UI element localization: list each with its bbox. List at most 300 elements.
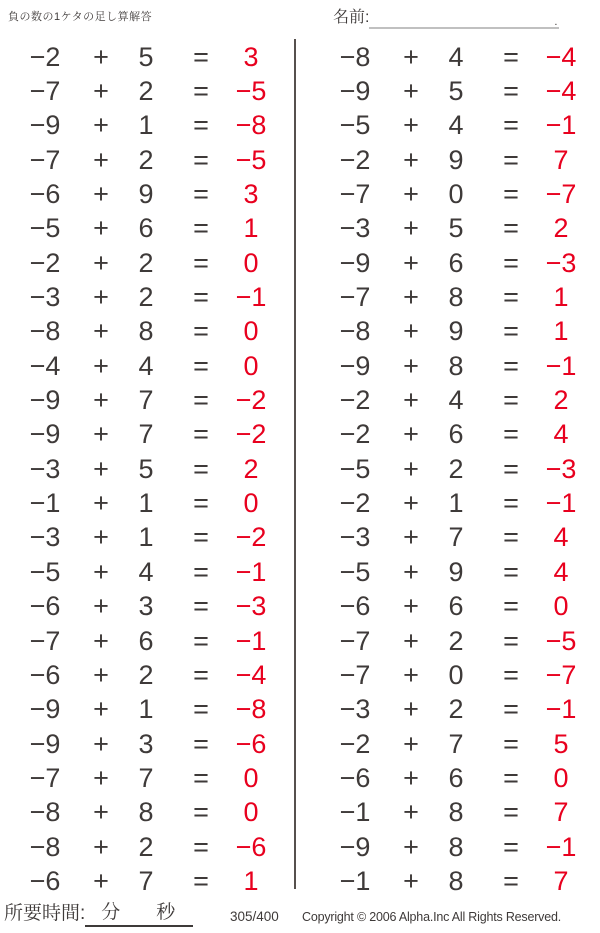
answer: 1	[243, 865, 259, 896]
equals-sign: =	[503, 419, 519, 450]
plus-sign: +	[403, 350, 419, 381]
operand2: 8	[448, 282, 464, 313]
operand2: 8	[138, 316, 154, 347]
plus-sign: +	[403, 694, 419, 725]
operand1: −3	[29, 522, 61, 553]
operand2: 3	[138, 591, 154, 622]
operand1: −9	[29, 728, 61, 759]
problem-row	[318, 555, 582, 589]
equals-sign: =	[503, 659, 519, 690]
plus-sign: +	[93, 110, 109, 141]
operand1: −5	[29, 556, 61, 587]
operand2: 9	[448, 556, 464, 587]
problem-row	[8, 212, 272, 246]
problem-row	[8, 418, 272, 452]
problem-row	[318, 212, 582, 246]
operand1: −3	[339, 213, 371, 244]
answer: 1	[553, 282, 569, 313]
plus-sign: +	[93, 591, 109, 622]
operand2: 5	[138, 453, 154, 484]
equals-sign: =	[193, 865, 209, 896]
answer: −1	[545, 110, 577, 141]
answer: −1	[545, 488, 577, 519]
problem-row	[318, 418, 582, 452]
answer: 4	[553, 522, 569, 553]
column-divider-line	[294, 39, 296, 889]
problem-row	[8, 796, 272, 830]
equals-sign: =	[193, 419, 209, 450]
problem-row	[318, 727, 582, 761]
operand1: −7	[339, 179, 371, 210]
equals-sign: =	[193, 797, 209, 828]
answer: −1	[545, 831, 577, 862]
problem-row	[8, 349, 272, 383]
equals-sign: =	[503, 831, 519, 862]
operand2: 8	[448, 797, 464, 828]
problem-row	[8, 143, 272, 177]
equals-sign: =	[503, 76, 519, 107]
answer: 1	[553, 316, 569, 347]
answer: 0	[243, 316, 259, 347]
operand2: 9	[448, 144, 464, 175]
plus-sign: +	[93, 453, 109, 484]
answer: −6	[235, 831, 267, 862]
operand2: 4	[138, 350, 154, 381]
equals-sign: =	[503, 144, 519, 175]
operand1: −2	[339, 385, 371, 416]
operand2: 7	[138, 865, 154, 896]
operand1: −2	[339, 488, 371, 519]
equals-sign: =	[193, 488, 209, 519]
problem-row	[8, 761, 272, 795]
answer: −5	[235, 144, 267, 175]
operand1: −7	[29, 762, 61, 793]
problem-row	[318, 177, 582, 211]
plus-sign: +	[403, 659, 419, 690]
equals-sign: =	[503, 110, 519, 141]
operand2: 2	[138, 831, 154, 862]
operand1: −2	[29, 41, 61, 72]
problem-row	[8, 590, 272, 624]
operand2: 2	[138, 282, 154, 313]
equals-sign: =	[503, 282, 519, 313]
equals-sign: =	[193, 453, 209, 484]
operand2: 7	[138, 762, 154, 793]
plus-sign: +	[403, 110, 419, 141]
equals-sign: =	[503, 179, 519, 210]
operand1: −3	[29, 282, 61, 313]
plus-sign: +	[403, 831, 419, 862]
problems-column-right	[318, 40, 582, 899]
problem-row	[8, 658, 272, 692]
operand1: −2	[339, 419, 371, 450]
operand2: 7	[138, 419, 154, 450]
equals-sign: =	[503, 522, 519, 553]
equals-sign: =	[503, 41, 519, 72]
equals-sign: =	[193, 831, 209, 862]
answer: −3	[545, 453, 577, 484]
operand1: −8	[339, 41, 371, 72]
operand2: 7	[448, 522, 464, 553]
plus-sign: +	[403, 419, 419, 450]
answer: 3	[243, 179, 259, 210]
problem-row	[8, 624, 272, 658]
problem-row	[318, 693, 582, 727]
equals-sign: =	[503, 247, 519, 278]
operand1: −9	[339, 831, 371, 862]
answer: 0	[553, 762, 569, 793]
operand1: −1	[339, 797, 371, 828]
equals-sign: =	[193, 762, 209, 793]
problem-row	[8, 486, 272, 520]
operand1: −8	[29, 831, 61, 862]
page-title: 負の数の1ケタの足し算解答	[8, 11, 153, 23]
equals-sign: =	[503, 385, 519, 416]
elapsed-time-blank-line	[85, 901, 193, 927]
operand2: 4	[138, 556, 154, 587]
plus-sign: +	[93, 762, 109, 793]
operand2: 1	[138, 522, 154, 553]
plus-sign: +	[403, 316, 419, 347]
answer: −7	[545, 179, 577, 210]
answer: −2	[235, 522, 267, 553]
elapsed-time-field	[4, 899, 193, 927]
equals-sign: =	[503, 488, 519, 519]
problem-row	[8, 521, 272, 555]
operand1: −7	[339, 625, 371, 656]
answer: 0	[553, 591, 569, 622]
problem-row	[318, 658, 582, 692]
plus-sign: +	[403, 797, 419, 828]
operand1: −5	[339, 556, 371, 587]
operand1: −7	[339, 659, 371, 690]
operand2: 5	[138, 41, 154, 72]
problem-row	[318, 383, 582, 417]
plus-sign: +	[93, 625, 109, 656]
problem-row	[8, 74, 272, 108]
operand2: 4	[448, 41, 464, 72]
operand1: −1	[29, 488, 61, 519]
plus-sign: +	[93, 316, 109, 347]
operand2: 2	[448, 453, 464, 484]
problem-row	[318, 452, 582, 486]
operand2: 1	[138, 110, 154, 141]
answer: 1	[243, 213, 259, 244]
name-blank-line	[369, 7, 559, 29]
operand1: −3	[339, 522, 371, 553]
equals-sign: =	[503, 728, 519, 759]
seconds-unit-label: 秒	[156, 902, 176, 923]
equals-sign: =	[193, 556, 209, 587]
operand2: 5	[448, 76, 464, 107]
equals-sign: =	[193, 522, 209, 553]
operand2: 6	[138, 625, 154, 656]
equals-sign: =	[193, 728, 209, 759]
operand1: −7	[29, 144, 61, 175]
plus-sign: +	[403, 247, 419, 278]
problem-row	[8, 177, 272, 211]
plus-sign: +	[93, 865, 109, 896]
answer: −3	[235, 591, 267, 622]
answer: 2	[553, 213, 569, 244]
plus-sign: +	[93, 282, 109, 313]
answer: −1	[235, 556, 267, 587]
answer: −1	[235, 625, 267, 656]
operand1: −9	[29, 694, 61, 725]
operand2: 9	[138, 179, 154, 210]
answer: −8	[235, 110, 267, 141]
plus-sign: +	[93, 488, 109, 519]
operand1: −9	[339, 247, 371, 278]
plus-sign: +	[403, 728, 419, 759]
problem-row	[318, 521, 582, 555]
operand2: 1	[138, 488, 154, 519]
operand1: −6	[29, 179, 61, 210]
problem-row	[8, 246, 272, 280]
problem-row	[8, 864, 272, 898]
name-label: 名前:	[333, 9, 370, 26]
plus-sign: +	[403, 41, 419, 72]
equals-sign: =	[193, 350, 209, 381]
operand1: −5	[339, 453, 371, 484]
elapsed-time-label: 所要時間:	[4, 903, 86, 924]
operand2: 7	[138, 385, 154, 416]
plus-sign: +	[403, 282, 419, 313]
problem-row	[318, 796, 582, 830]
plus-sign: +	[93, 385, 109, 416]
operand2: 0	[448, 179, 464, 210]
plus-sign: +	[93, 76, 109, 107]
plus-sign: +	[93, 247, 109, 278]
equals-sign: =	[503, 556, 519, 587]
operand1: −6	[339, 762, 371, 793]
operand1: −3	[29, 453, 61, 484]
operand1: −9	[29, 385, 61, 416]
plus-sign: +	[403, 488, 419, 519]
equals-sign: =	[193, 76, 209, 107]
operand2: 0	[448, 659, 464, 690]
problem-row	[8, 109, 272, 143]
equals-sign: =	[193, 179, 209, 210]
problem-row	[8, 693, 272, 727]
plus-sign: +	[93, 419, 109, 450]
operand2: 4	[448, 110, 464, 141]
plus-sign: +	[403, 556, 419, 587]
plus-sign: +	[93, 694, 109, 725]
operand1: −2	[339, 728, 371, 759]
equals-sign: =	[193, 625, 209, 656]
equals-sign: =	[503, 625, 519, 656]
operand1: −6	[29, 591, 61, 622]
answer: −7	[545, 659, 577, 690]
answer: 5	[553, 728, 569, 759]
operand2: 7	[448, 728, 464, 759]
operand2: 3	[138, 728, 154, 759]
name-field	[333, 5, 559, 29]
problem-row	[318, 830, 582, 864]
answer: −3	[545, 247, 577, 278]
equals-sign: =	[503, 591, 519, 622]
plus-sign: +	[403, 179, 419, 210]
operand2: 4	[448, 385, 464, 416]
answer: −5	[545, 625, 577, 656]
operand1: −8	[339, 316, 371, 347]
answer: 4	[553, 556, 569, 587]
answer: 7	[553, 797, 569, 828]
answer: −2	[235, 419, 267, 450]
equals-sign: =	[193, 144, 209, 175]
problem-row	[318, 624, 582, 658]
operand2: 1	[448, 488, 464, 519]
answer: −4	[235, 659, 267, 690]
operand2: 8	[448, 865, 464, 896]
plus-sign: +	[403, 762, 419, 793]
name-line-end-mark: .	[554, 16, 558, 28]
problem-row	[318, 315, 582, 349]
answer: −4	[545, 76, 577, 107]
plus-sign: +	[93, 831, 109, 862]
answer: 7	[553, 865, 569, 896]
operand1: −6	[29, 659, 61, 690]
problem-row	[8, 830, 272, 864]
operand2: 2	[448, 694, 464, 725]
answer: 2	[243, 453, 259, 484]
problem-row	[8, 727, 272, 761]
equals-sign: =	[193, 282, 209, 313]
equals-sign: =	[193, 591, 209, 622]
copyright-notice: Copyright © 2006 Alpha.Inc All Rights Reserved.	[302, 910, 561, 924]
problem-row	[8, 555, 272, 589]
plus-sign: +	[403, 76, 419, 107]
plus-sign: +	[403, 385, 419, 416]
plus-sign: +	[403, 865, 419, 896]
plus-sign: +	[93, 213, 109, 244]
plus-sign: +	[93, 41, 109, 72]
operand2: 1	[138, 694, 154, 725]
problem-row	[318, 486, 582, 520]
operand2: 2	[138, 247, 154, 278]
plus-sign: +	[403, 591, 419, 622]
operand1: −2	[339, 144, 371, 175]
plus-sign: +	[93, 179, 109, 210]
problem-row	[318, 590, 582, 624]
answer: −8	[235, 694, 267, 725]
operand1: −1	[339, 865, 371, 896]
equals-sign: =	[193, 41, 209, 72]
plus-sign: +	[93, 556, 109, 587]
answer: 0	[243, 797, 259, 828]
answer: −1	[235, 282, 267, 313]
equals-sign: =	[503, 316, 519, 347]
problems-column-left	[8, 40, 272, 899]
operand1: −4	[29, 350, 61, 381]
operand2: 6	[138, 213, 154, 244]
equals-sign: =	[193, 316, 209, 347]
operand1: −6	[29, 865, 61, 896]
operand2: 2	[138, 144, 154, 175]
operand2: 2	[138, 76, 154, 107]
operand2: 6	[448, 247, 464, 278]
problem-row	[318, 246, 582, 280]
plus-sign: +	[403, 453, 419, 484]
plus-sign: +	[403, 213, 419, 244]
operand1: −9	[339, 350, 371, 381]
minutes-unit-label: 分	[101, 902, 121, 923]
equals-sign: =	[503, 350, 519, 381]
answer: 0	[243, 350, 259, 381]
answer: 7	[553, 144, 569, 175]
operand1: −9	[29, 419, 61, 450]
problem-row	[318, 109, 582, 143]
answer: −1	[545, 694, 577, 725]
equals-sign: =	[503, 762, 519, 793]
operand2: 8	[448, 831, 464, 862]
problem-row	[8, 280, 272, 314]
answer: −5	[235, 76, 267, 107]
plus-sign: +	[93, 522, 109, 553]
operand2: 6	[448, 591, 464, 622]
equals-sign: =	[193, 247, 209, 278]
plus-sign: +	[93, 797, 109, 828]
operand2: 6	[448, 419, 464, 450]
equals-sign: =	[503, 865, 519, 896]
problem-row	[8, 315, 272, 349]
problem-row	[318, 280, 582, 314]
operand2: 2	[448, 625, 464, 656]
operand1: −3	[339, 694, 371, 725]
equals-sign: =	[193, 659, 209, 690]
operand1: −2	[29, 247, 61, 278]
problem-row	[8, 452, 272, 486]
page-number: 305/400	[230, 909, 279, 924]
plus-sign: +	[93, 728, 109, 759]
plus-sign: +	[93, 350, 109, 381]
plus-sign: +	[93, 144, 109, 175]
operand1: −8	[29, 797, 61, 828]
equals-sign: =	[503, 453, 519, 484]
operand2: 5	[448, 213, 464, 244]
problem-row	[318, 40, 582, 74]
answer: 0	[243, 488, 259, 519]
problem-row	[318, 864, 582, 898]
answer: −1	[545, 350, 577, 381]
answer: 2	[553, 385, 569, 416]
answer: 0	[243, 247, 259, 278]
operand1: −7	[339, 282, 371, 313]
equals-sign: =	[193, 110, 209, 141]
operand2: 9	[448, 316, 464, 347]
equals-sign: =	[503, 213, 519, 244]
problem-row	[318, 143, 582, 177]
equals-sign: =	[193, 694, 209, 725]
answer: −2	[235, 385, 267, 416]
operand1: −5	[339, 110, 371, 141]
operand1: −6	[339, 591, 371, 622]
equals-sign: =	[503, 797, 519, 828]
problem-row	[8, 40, 272, 74]
answer: 3	[243, 41, 259, 72]
problem-row	[318, 74, 582, 108]
problem-row	[8, 383, 272, 417]
plus-sign: +	[403, 522, 419, 553]
answer: −6	[235, 728, 267, 759]
operand2: 8	[448, 350, 464, 381]
operand2: 8	[138, 797, 154, 828]
operand1: −7	[29, 625, 61, 656]
answer: 4	[553, 419, 569, 450]
operand1: −7	[29, 76, 61, 107]
plus-sign: +	[93, 659, 109, 690]
